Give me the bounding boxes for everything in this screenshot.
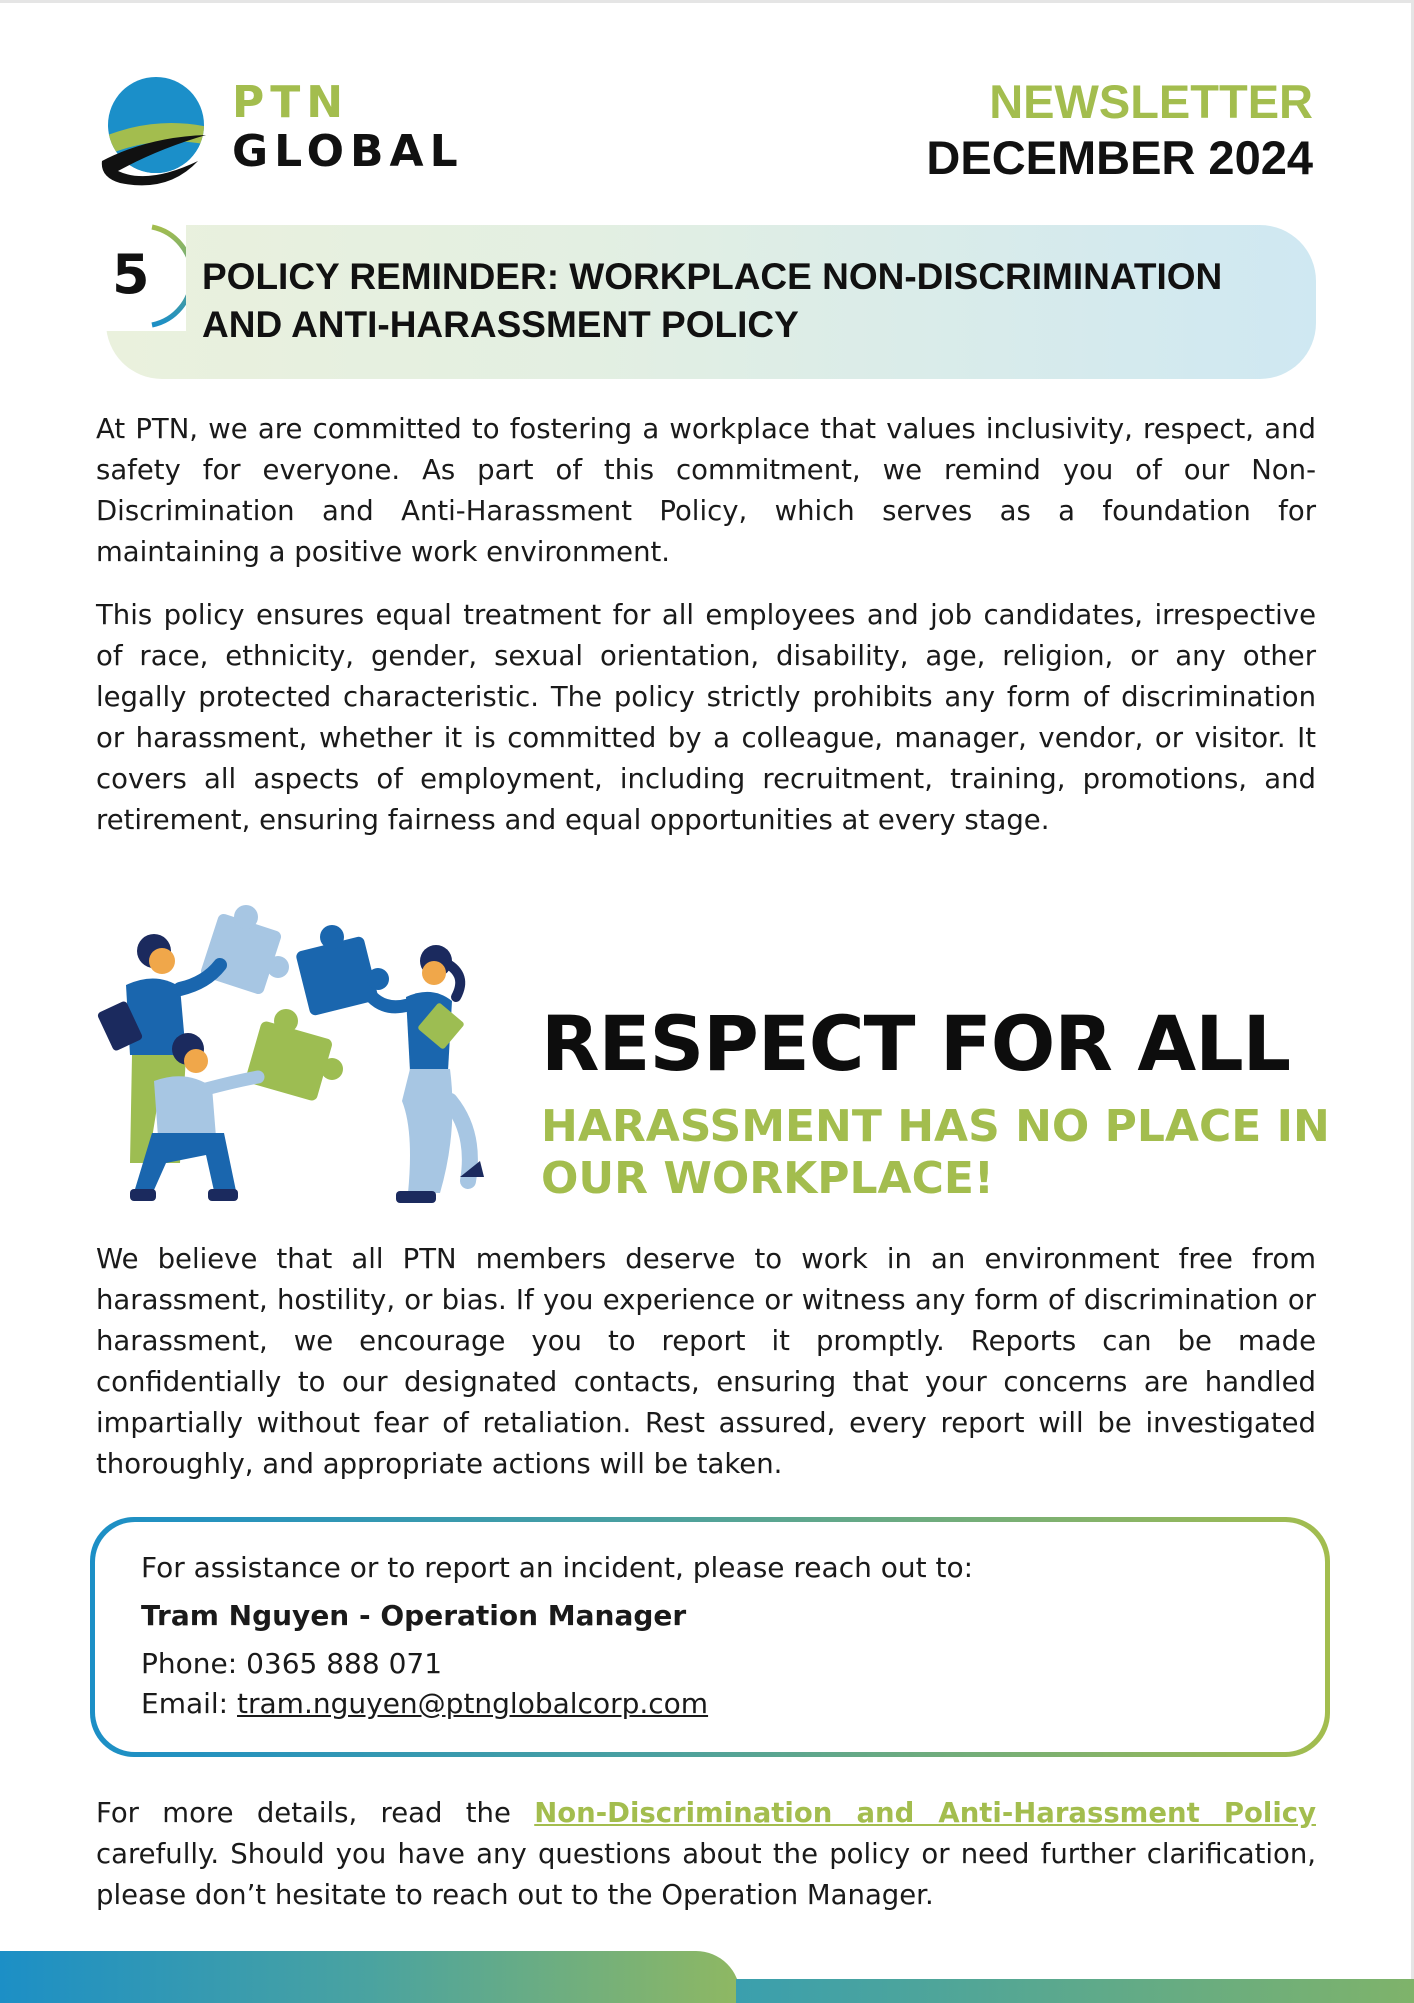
policy-link[interactable]: Non-Discrimination and Anti-Harassment Policy (534, 1797, 1316, 1829)
closing-paragraph (96, 1793, 1316, 1916)
phone-label: Phone: (141, 1647, 247, 1680)
brand-global: GLOBAL (232, 126, 464, 177)
issue-date: DECEMBER 2024 (926, 131, 1313, 184)
section-title (202, 253, 1302, 349)
puzzle-piece-light-blue (199, 905, 289, 996)
email-label: Email: (141, 1687, 238, 1720)
slogan-sub (541, 1101, 1331, 1205)
newsletter-heading (926, 75, 1313, 187)
policy-paragraph: This policy ensures equal treatment for all employees and job candidates, irrespective of race, ethnicity, gender, sexual orientation, disability, age, religion, or any other legally protected characteristic. The policy strictly prohibits any form of discrimination or harassment, whether it is committed by a colleague, manager, vendor, or visitor. It covers all aspects of employment, including recruitment, training, promotions, and retirement, ensuring fairness and equal opportunities at every stage. (96, 599, 1316, 836)
newsletter-label: NEWSLETTER (989, 75, 1313, 128)
contact-phone (141, 1647, 442, 1680)
section-title-line2: AND ANTI-HARASSMENT POLICY (202, 304, 799, 345)
ptn-globe-logo-icon (98, 75, 208, 190)
footer-bar-right (736, 1979, 1414, 2003)
team-puzzle-illustration-icon (96, 901, 492, 1213)
closing-prefix: For more details, read the (96, 1797, 535, 1829)
slogan-sub-line1: HARASSMENT HAS NO PLACE IN (541, 1101, 1330, 1152)
slogan-main: RESPECT FOR ALL (541, 999, 1291, 1088)
contact-name: Tram Nguyen - Operation Manager (141, 1599, 687, 1632)
section-title-line1: POLICY REMINDER: WORKPLACE NON-DISCRIMINATION (202, 256, 1223, 297)
slogan-sub-line2: OUR WORKPLACE! (541, 1153, 994, 1204)
brand-ptn: PTN (232, 77, 350, 128)
intro-paragraph: At PTN, we are committed to fostering a workplace that values inclusivity, respect, and safety for everyone. As part of this commitment, we remind you of our Non-Discrimination and Anti-Harassment Policy, which serves as a foundation for maintaining a positive work environment. (96, 413, 1316, 568)
contact-intro: For assistance or to report an incident, please reach out to: (141, 1551, 974, 1584)
footer-bar-left (0, 1951, 740, 2003)
section-number: 5 (112, 243, 150, 306)
phone-number: 0365 888 071 (246, 1647, 443, 1680)
brand-wordmark (232, 79, 464, 177)
closing-suffix: carefully. Should you have any questions about the policy or need further clarification, please don’t hesitate to reach out to the Operation Manager. (96, 1838, 1316, 1911)
reporting-paragraph: We believe that all PTN members deserve to work in an environment free from harassment, hostility, or bias. If you experience or witness any form of discrimination or harassment, we encourage you to report it promptly. Reports can be made confidentially to our designated contacts, ensuring that your concerns are handled impartially without fear of retaliation. Rest assured, every report will be investigated thoroughly, and appropriate actions will be taken. (96, 1243, 1316, 1480)
contact-email (141, 1687, 708, 1720)
email-link[interactable]: tram.nguyen@ptnglobalcorp.com (237, 1687, 709, 1720)
